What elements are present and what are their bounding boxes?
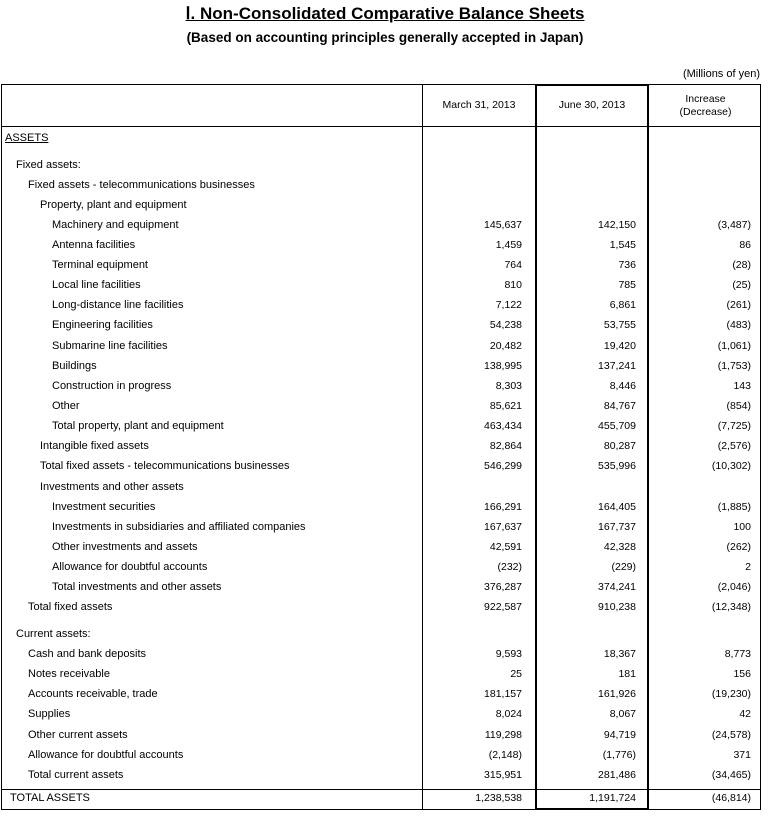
table-row [0,765,770,785]
table-row [0,624,770,644]
table-row [0,725,770,745]
row-value-v3: (24,578) [711,729,751,741]
row-value-v1: 138,995 [484,360,522,372]
row-value-v1: 54,238 [489,319,522,331]
row-value-v2: 374,241 [598,581,636,593]
row-value-v3: 86 [739,239,751,251]
row-value-v3: (2,576) [717,440,751,452]
table-row [0,644,770,664]
table-row [0,215,770,235]
table-row [0,557,770,577]
row-value-v1: 166,291 [484,501,522,513]
table-row [0,315,770,335]
row-label: Property, plant and equipment [40,199,187,211]
table-row [0,537,770,557]
table-row [0,155,770,175]
row-label: Intangible fixed assets [40,440,149,452]
row-label: Notes receivable [28,668,110,680]
table-row [0,597,770,617]
row-label: Long-distance line facilities [52,299,184,311]
column-header-change-line1: Increase [685,93,726,105]
row-value-v3: (19,230) [711,688,751,700]
row-value-v2: 19,420 [603,340,636,352]
row-value-v3: 100 [733,521,751,533]
row-value-v2: 181 [618,668,636,680]
row-value-v2: (1,776) [602,749,636,761]
row-value-v1: 463,434 [484,420,522,432]
row-value-v1: 181,157 [484,688,522,700]
row-value-v2: 736 [618,259,636,271]
table-row [0,745,770,765]
row-value-v2: 142,150 [598,219,636,231]
total-assets-row [0,788,770,808]
table-row [0,336,770,356]
row-value-v2: 1,191,724 [589,792,636,804]
column-header-june: June 30, 2013 [558,99,626,111]
row-value-v3: (1,061) [717,340,751,352]
row-label: Allowance for doubtful accounts [52,561,208,573]
row-value-v3: (262) [726,541,751,553]
table-row [0,295,770,315]
row-label: Total fixed assets [28,601,113,613]
row-label: Terminal equipment [52,259,148,271]
row-value-v2: 42,328 [603,541,636,553]
row-label: Construction in progress [52,380,172,392]
row-value-v1: 82,864 [489,440,522,452]
row-value-v3: 2 [745,561,751,573]
page-subtitle: (Based on accounting principles generally accepted in Japan) [186,30,584,45]
row-value-v1: 119,298 [484,729,522,741]
row-value-v1: 9,593 [495,648,522,660]
row-value-v3: (34,465) [711,769,751,781]
table-row [0,456,770,476]
row-value-v1: 20,482 [489,340,522,352]
row-label: Submarine line facilities [52,340,168,352]
row-value-v2: 8,446 [609,380,636,392]
row-value-v1: 8,303 [495,380,522,392]
header-divider [1,126,761,127]
row-label: Machinery and equipment [52,219,179,231]
row-value-v3: 8,773 [724,648,751,660]
row-value-v3: (28) [732,259,751,271]
row-value-v3: 42 [739,708,751,720]
row-value-v3: (10,302) [711,460,751,472]
row-value-v3: (12,348) [711,601,751,613]
row-value-v3: (854) [726,400,751,412]
row-value-v2: 137,241 [598,360,636,372]
row-value-v1: 145,637 [484,219,522,231]
row-label: Investments and other assets [40,481,184,493]
row-label: Engineering facilities [52,319,153,331]
row-label: Accounts receivable, trade [28,688,158,700]
row-label: TOTAL ASSETS [10,792,90,804]
row-value-v3: (2,046) [717,581,751,593]
row-value-v2: 53,755 [603,319,636,331]
row-value-v1: 8,024 [495,708,522,720]
row-value-v2: 80,287 [603,440,636,452]
row-value-v3: (3,487) [717,219,751,231]
row-value-v2: 535,996 [598,460,636,472]
table-row [0,376,770,396]
row-label: Current assets: [16,628,91,640]
row-value-v2: 164,405 [598,501,636,513]
column-header-change [650,93,761,119]
row-value-v1: 42,591 [489,541,522,553]
table-row [0,497,770,517]
table-row [0,175,770,195]
row-value-v3: (1,753) [717,360,751,372]
row-label: Investments in subsidiaries and affiliated companies [52,521,306,533]
row-value-v1: 167,637 [484,521,522,533]
row-value-v2: 6,861 [609,299,636,311]
row-label: Cash and bank deposits [28,648,147,660]
section-label: ASSETS [5,132,49,144]
row-value-v1: 810 [504,279,522,291]
table-row [0,416,770,436]
row-value-v2: 161,926 [598,688,636,700]
row-label: Antenna facilities [52,239,136,251]
row-value-v3: (261) [726,299,751,311]
row-value-v1: 85,621 [489,400,522,412]
row-label: Total investments and other assets [52,581,222,593]
table-row [0,275,770,295]
units-note: (Millions of yen) [682,68,760,80]
row-value-v2: 455,709 [598,420,636,432]
row-value-v3: (25) [732,279,751,291]
row-label: Investment securities [52,501,156,513]
row-value-v2: 8,067 [609,708,636,720]
column-header-change-line2: (Decrease) [679,106,732,118]
row-label: Other investments and assets [52,541,198,553]
row-label: Total property, plant and equipment [52,420,224,432]
row-value-v1: 315,951 [484,769,522,781]
row-value-v3: 143 [733,380,751,392]
table-row [0,704,770,724]
row-value-v1: 7,122 [495,299,522,311]
row-value-v2: 167,737 [598,521,636,533]
row-value-v3: (1,885) [717,501,751,513]
row-value-v1: 546,299 [484,460,522,472]
table-row [0,396,770,416]
row-value-v2: (229) [611,561,636,573]
table-row [0,577,770,597]
row-value-v2: 84,767 [603,400,636,412]
row-value-v3: (7,725) [717,420,751,432]
row-value-v3: 156 [733,668,751,680]
row-value-v1: (232) [497,561,522,573]
row-label: Other current assets [28,729,128,741]
row-value-v2: 785 [618,279,636,291]
table-row [0,477,770,497]
table-row [0,664,770,684]
row-value-v1: (2,148) [488,749,522,761]
table-row [0,235,770,255]
table-row [0,684,770,704]
row-label: Total current assets [28,769,124,781]
row-value-v2: 94,719 [603,729,636,741]
row-value-v1: 25 [510,668,522,680]
row-value-v1: 1,459 [495,239,522,251]
row-label: Buildings [52,360,97,372]
row-label: Total fixed assets - telecommunications businesses [40,460,290,472]
row-value-v3: 371 [733,749,751,761]
row-label: Fixed assets: [16,159,81,171]
table-row [0,195,770,215]
row-value-v1: 922,587 [484,601,522,613]
column-header-march: March 31, 2013 [442,99,516,111]
row-label: Local line facilities [52,279,141,291]
table-row [0,255,770,275]
row-value-v2: 281,486 [598,769,636,781]
row-value-v2: 910,238 [598,601,636,613]
table-row [0,436,770,456]
row-label: Allowance for doubtful accounts [28,749,184,761]
page-title: Ⅰ. Non-Consolidated Comparative Balance Sheets [185,4,585,23]
row-value-v2: 1,545 [609,239,636,251]
row-value-v2: 18,367 [603,648,636,660]
row-label: Fixed assets - telecommunications businesses [28,179,255,191]
section-header [0,128,770,148]
row-value-v3: (46,814) [711,792,751,804]
row-value-v1: 764 [504,259,522,271]
row-value-v1: 376,287 [484,581,522,593]
row-label: Supplies [28,708,71,720]
row-label: Other [52,400,80,412]
row-value-v3: (483) [726,319,751,331]
table-row [0,517,770,537]
table-row [0,356,770,376]
row-value-v1: 1,238,538 [475,792,522,804]
